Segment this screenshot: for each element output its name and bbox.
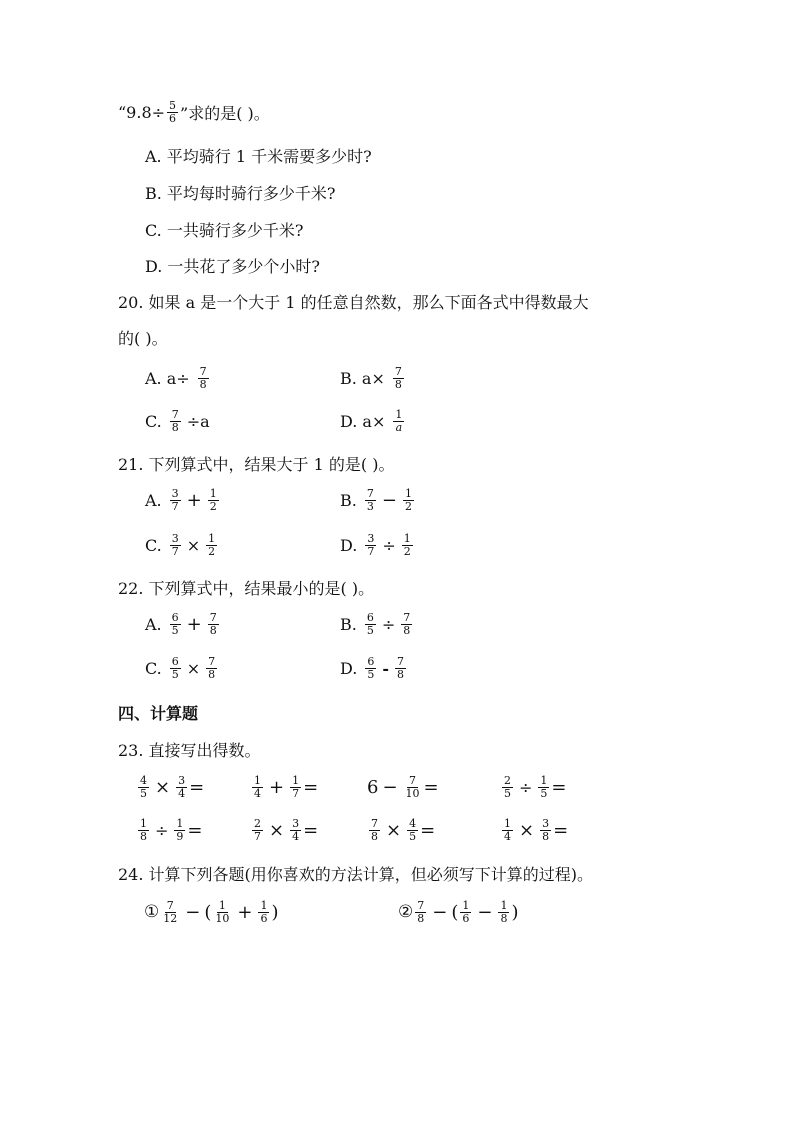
q24-stem: 24. 计算下列各题(用你喜欢的方法计算，但必须写下计算的过程)。: [118, 865, 594, 884]
q22-option-a: A. $\frac{6}{5}$ + $\frac{7}{8}$: [145, 611, 217, 637]
q23-item: 6 − $\frac{7}{10}$ =: [367, 774, 439, 800]
q21-stem: 21. 下列算式中，结果大于 1 的是( )。: [118, 455, 395, 474]
q20-stem-line2: 的( )。: [118, 329, 168, 348]
q23-item: $\frac{2}{7}$ × $\frac{3}{4}$ =: [254, 817, 319, 843]
q24-problem-2: ② $\frac{7}{8}$ − ( $\frac{1}{6}$ − $\frac{1}{8}$ ): [398, 899, 519, 925]
fraction: $\frac{7}{8}$: [199, 365, 207, 391]
q19-option-b: B. 平均每时骑行多少千米?: [145, 184, 336, 203]
q23-item: $\frac{1}{8}$ ÷ $\frac{1}{9}$ =: [140, 817, 203, 843]
q19-option-c: C. 一共骑行多少千米?: [145, 221, 304, 240]
q20-option-c: C. $\frac{7}{8}$ ÷a: [145, 408, 210, 434]
q21-option-b: B. $\frac{7}{3}$ − $\frac{1}{2}$: [340, 487, 412, 513]
fraction: $\frac{7}{8}$: [394, 365, 402, 391]
q19-stem: [118, 100, 270, 124]
q23-item: $\frac{1}{4}$ × $\frac{3}{8}$ =: [504, 817, 569, 843]
q23-item: $\frac{7}{8}$ × $\frac{4}{5}$ =: [371, 817, 436, 843]
q22-option-d: D. $\frac{6}{5}$ - $\frac{7}{8}$: [340, 655, 404, 681]
q20-option-d: D. a× $\frac{1}{a}$: [340, 408, 403, 434]
q20-option-b: B. a× $\frac{7}{8}$: [340, 365, 402, 391]
fraction: $\frac{1}{a}$: [395, 408, 403, 434]
q24-problem-1: ① $\frac{7}{12}$ − ( $\frac{1}{10}$ + $\frac{1}{6}$ ): [144, 899, 279, 925]
q23-stem: 23. 直接写出得数。: [118, 741, 261, 760]
q22-stem: 22. 下列算式中，结果最小的是( )。: [118, 579, 375, 598]
q23-item: $\frac{2}{5}$ ÷ $\frac{1}{5}$ =: [504, 774, 567, 800]
fraction: $\frac{7}{8}$: [171, 408, 179, 434]
q23-item: $\frac{4}{5}$ × $\frac{3}{4}$ =: [140, 774, 205, 800]
q19-suffix: ”求的是( )。: [180, 103, 270, 123]
q19-prefix: “9.8÷: [118, 102, 166, 122]
q21-option-c: C. $\frac{3}{7}$ × $\frac{1}{2}$: [145, 532, 216, 558]
q20-option-a: A. a÷ $\frac{7}{8}$: [145, 365, 207, 391]
q23-item: $\frac{1}{4}$ + $\frac{1}{7}$ =: [254, 774, 319, 800]
section-heading: 四、计算题: [118, 704, 199, 723]
q21-option-a: A. $\frac{3}{7}$ + $\frac{1}{2}$: [145, 487, 217, 513]
q21-option-d: D. $\frac{3}{7}$ ÷ $\frac{1}{2}$: [340, 532, 411, 558]
q19-option-d: D. 一共花了多少个小时?: [145, 257, 321, 276]
q22-option-b: B. $\frac{6}{5}$ ÷ $\frac{7}{8}$: [340, 611, 411, 637]
fraction: $\frac{5}{6}$: [169, 99, 177, 125]
q20-stem-line1: 20. 如果 a 是一个大于 1 的任意自然数，那么下面各式中得数最大: [118, 293, 589, 312]
q19-option-a: A. 平均骑行 1 千米需要多少时?: [145, 147, 372, 166]
q22-option-c: C. $\frac{6}{5}$ × $\frac{7}{8}$: [145, 655, 216, 681]
